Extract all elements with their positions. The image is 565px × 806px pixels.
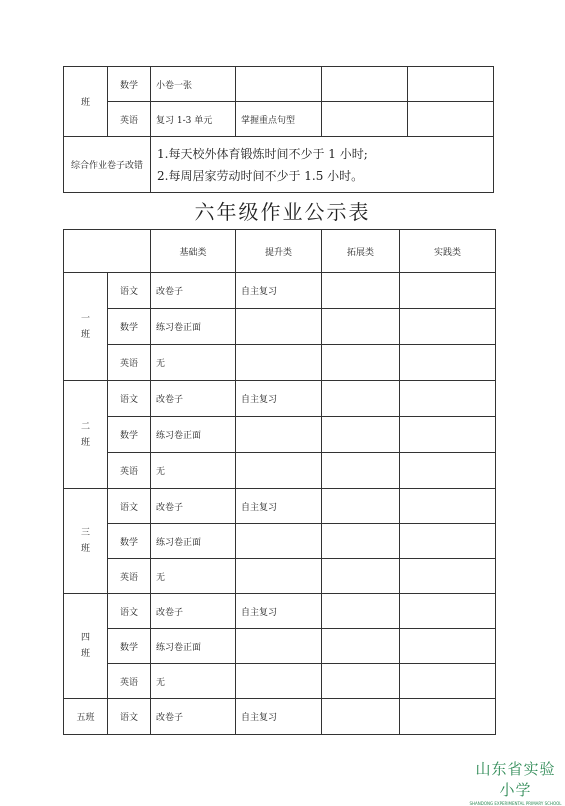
previous-grade-table: [63, 66, 494, 193]
practice-homework-cell: [400, 345, 496, 381]
basic-homework-cell: 练习卷正面: [151, 524, 236, 559]
summary-notes: [151, 137, 494, 193]
improve-homework-cell: 掌握重点句型: [236, 102, 322, 137]
header-basic: 基础类: [151, 230, 236, 273]
improve-homework-cell: 自主复习: [236, 489, 322, 524]
improve-homework-cell: 自主复习: [236, 381, 322, 417]
extend-homework-cell: [322, 309, 400, 345]
table-row: [64, 273, 496, 309]
practice-homework-cell: [400, 273, 496, 309]
class-name-cell: [64, 489, 108, 594]
header-row: [64, 230, 496, 273]
summary-line: 2.每周居家劳动时间不少于 1.5 小时。: [157, 168, 364, 183]
class-number: 一: [80, 313, 90, 324]
extend-homework-cell: [322, 417, 400, 453]
subject-cell: 数学: [108, 417, 151, 453]
basic-homework-cell: 改卷子: [151, 489, 236, 524]
subject-cell: 语文: [108, 699, 151, 735]
summary-line: 1.每天校外体育锻炼时间不少于 1 小时;: [157, 146, 368, 161]
table-row: [64, 453, 496, 489]
practice-homework-cell: [408, 67, 494, 102]
basic-homework-cell: 练习卷正面: [151, 309, 236, 345]
basic-homework-cell: 无: [151, 559, 236, 594]
subject-cell: 语文: [108, 489, 151, 524]
table-row: [64, 594, 496, 629]
practice-homework-cell: [400, 699, 496, 735]
table-row: [64, 345, 496, 381]
basic-homework-cell: 改卷子: [151, 381, 236, 417]
basic-homework-cell: 复习 1-3 单元: [151, 102, 236, 137]
extend-homework-cell: [322, 664, 400, 699]
extend-homework-cell: [322, 345, 400, 381]
improve-homework-cell: [236, 559, 322, 594]
subject-cell: 英语: [108, 102, 151, 137]
class-suffix: 班: [80, 649, 90, 659]
practice-homework-cell: [400, 664, 496, 699]
practice-homework-cell: [400, 453, 496, 489]
extend-homework-cell: [322, 453, 400, 489]
table-row: [64, 559, 496, 594]
basic-homework-cell: 小卷一张: [151, 67, 236, 102]
header-corner-cell: [64, 230, 151, 273]
homework-table: [63, 229, 496, 735]
practice-homework-cell: [400, 489, 496, 524]
class-name-cell: 班: [64, 67, 108, 137]
school-logo-english: SHANDONG EXPERIMENTAL PRIMARY SCHOOL: [469, 801, 562, 806]
basic-homework-cell: 无: [151, 345, 236, 381]
improve-homework-cell: [236, 309, 322, 345]
class-suffix: 班: [80, 544, 90, 554]
improve-homework-cell: [236, 67, 322, 102]
improve-homework-cell: 自主复习: [236, 594, 322, 629]
practice-homework-cell: [400, 381, 496, 417]
basic-homework-cell: 改卷子: [151, 273, 236, 309]
improve-homework-cell: [236, 417, 322, 453]
extend-homework-cell: [322, 273, 400, 309]
extend-homework-cell: [322, 489, 400, 524]
improve-homework-cell: 自主复习: [236, 699, 322, 735]
improve-homework-cell: [236, 629, 322, 664]
extend-homework-cell: [322, 629, 400, 664]
extend-homework-cell: [322, 524, 400, 559]
improve-homework-cell: [236, 453, 322, 489]
subject-cell: 英语: [108, 664, 151, 699]
class-number: 三: [80, 528, 90, 538]
practice-homework-cell: [400, 524, 496, 559]
basic-homework-cell: 改卷子: [151, 594, 236, 629]
header-extend: 拓展类: [322, 230, 400, 273]
class-name-cell: [64, 381, 108, 489]
table-row: [64, 381, 496, 417]
school-logo-text: 山东省实验小学: [475, 760, 556, 799]
summary-label: 综合作业卷子改错: [64, 137, 151, 193]
subject-cell: 英语: [108, 345, 151, 381]
extend-homework-cell: [322, 102, 408, 137]
basic-homework-cell: 练习卷正面: [151, 417, 236, 453]
extend-homework-cell: [322, 594, 400, 629]
practice-homework-cell: [400, 417, 496, 453]
improve-homework-cell: [236, 524, 322, 559]
table-row: [64, 309, 496, 345]
basic-homework-cell: 无: [151, 664, 236, 699]
class-number: 二: [80, 421, 90, 432]
subject-cell: 数学: [108, 67, 151, 102]
practice-homework-cell: [400, 629, 496, 664]
page-title: 六年级作业公示表: [194, 200, 371, 224]
subject-cell: 语文: [108, 273, 151, 309]
basic-homework-cell: 改卷子: [151, 699, 236, 735]
practice-homework-cell: [400, 559, 496, 594]
subject-cell: 数学: [108, 629, 151, 664]
class-number: 四: [80, 633, 90, 643]
subject-cell: 英语: [108, 453, 151, 489]
subject-cell: 英语: [108, 559, 151, 594]
header-practice: 实践类: [400, 230, 496, 273]
table-row: [64, 524, 496, 559]
improve-homework-cell: 自主复习: [236, 273, 322, 309]
subject-cell: 语文: [108, 381, 151, 417]
table-row: [64, 699, 496, 735]
table-row: [64, 489, 496, 524]
table-row: [64, 417, 496, 453]
improve-homework-cell: [236, 664, 322, 699]
extend-homework-cell: [322, 381, 400, 417]
subject-cell: 数学: [108, 309, 151, 345]
table-row: [64, 629, 496, 664]
practice-homework-cell: [400, 309, 496, 345]
extend-homework-cell: [322, 559, 400, 594]
practice-homework-cell: [400, 594, 496, 629]
extend-homework-cell: [322, 67, 408, 102]
extend-homework-cell: [322, 699, 400, 735]
improve-homework-cell: [236, 345, 322, 381]
class-name-cell: [64, 273, 108, 381]
table-row: [64, 664, 496, 699]
class-name-cell: [64, 594, 108, 699]
practice-homework-cell: [408, 102, 494, 137]
class-name-cell: 五班: [64, 699, 108, 735]
school-logo: [468, 758, 563, 806]
subject-cell: 数学: [108, 524, 151, 559]
basic-homework-cell: 无: [151, 453, 236, 489]
class-suffix: 班: [80, 437, 90, 448]
class-suffix: 班: [80, 329, 90, 340]
basic-homework-cell: 练习卷正面: [151, 629, 236, 664]
subject-cell: 语文: [108, 594, 151, 629]
header-improve: 提升类: [236, 230, 322, 273]
